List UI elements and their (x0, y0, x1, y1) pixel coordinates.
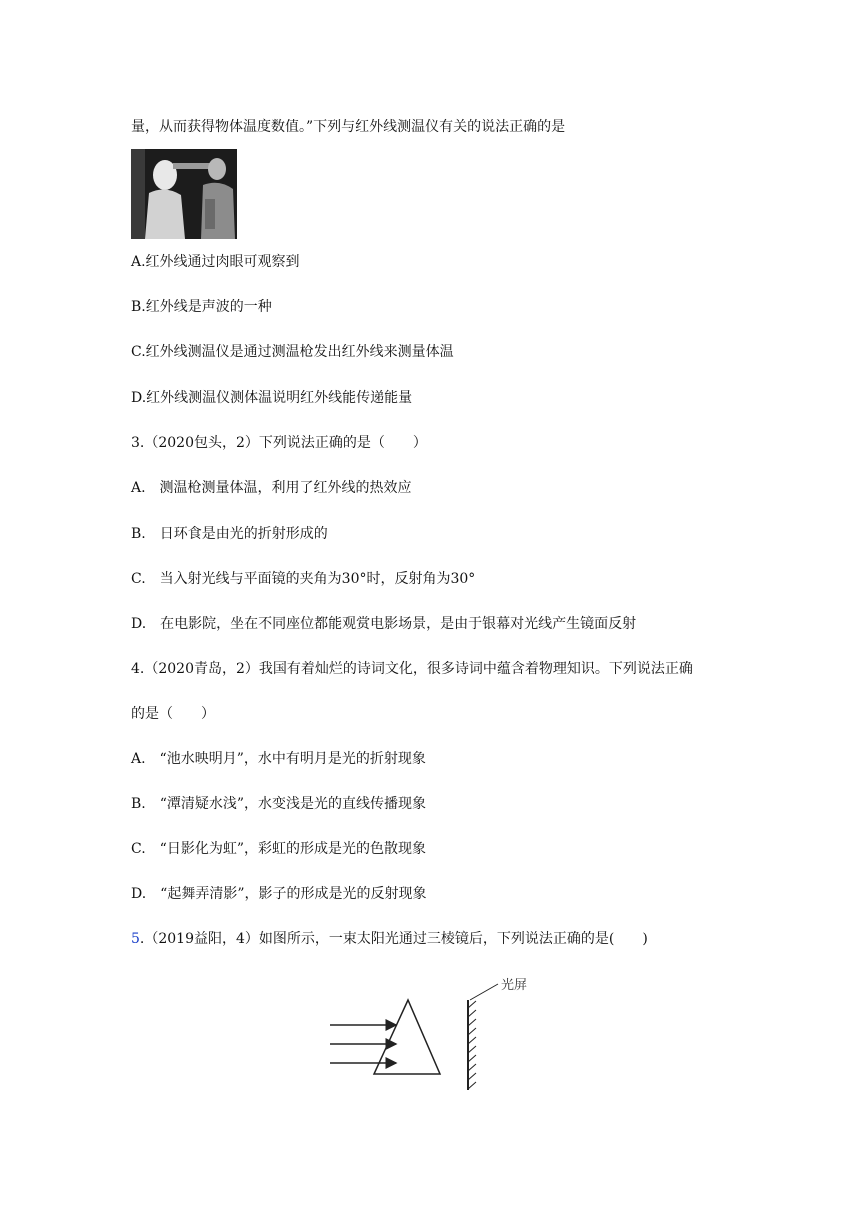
text-line: D. “起舞弄清影”，影子的形成是光的反射现象 (131, 886, 427, 902)
text-line: 3.（2020包头，2）下列说法正确的是（ ） (131, 435, 427, 451)
label-leader-line (470, 984, 498, 1000)
text-line: C. “日影化为虹”，彩虹的形成是光的色散现象 (131, 841, 426, 857)
screen-label: 光屏 (501, 978, 528, 993)
question-5-line (131, 929, 648, 949)
photo-temperature-measurement (131, 149, 237, 239)
text-line: 的是（ ） (131, 706, 215, 722)
question-number: 5 (131, 931, 140, 947)
text-line: D.红外线测温仪测体温说明红外线能传递能量 (131, 390, 413, 406)
text-line: B. 日环食是由光的折射形成的 (131, 526, 328, 542)
text-line: A.红外线通过肉眼可观察到 (131, 254, 300, 270)
text-line: 4.（2020青岛，2）我国有着灿烂的诗词文化，很多诗词中蕴含着物理知识。下列说法正确 (131, 661, 693, 677)
screen-hatching (468, 1001, 476, 1089)
prism-diagram (320, 968, 560, 1098)
text-line: 量，从而获得物体温度数值。”下列与红外线测温仪有关的说法正确的是 (131, 119, 566, 135)
text-line: C.红外线测温仪是通过测温枪发出红外线来测量体温 (131, 344, 454, 360)
text-line: B.红外线是声波的一种 (131, 299, 272, 315)
text-line: A. “池水映明月”，水中有明月是光的折射现象 (131, 751, 426, 767)
text-line: B. “潭清疑水浅”，水变浅是光的直线传播现象 (131, 796, 427, 812)
text-line: D. 在电影院，坐在不同座位都能观赏电影场景，是由于银幕对光线产生镜面反射 (131, 616, 637, 632)
text-line: C. 当入射光线与平面镜的夹角为30°时，反射角为30° (131, 571, 476, 587)
text-line: A. 测温枪测量体温，利用了红外线的热效应 (131, 480, 412, 496)
question-text: .（2019益阳，4）如图所示，一束太阳光通过三棱镜后，下列说法正确的是( ) (139, 931, 648, 947)
